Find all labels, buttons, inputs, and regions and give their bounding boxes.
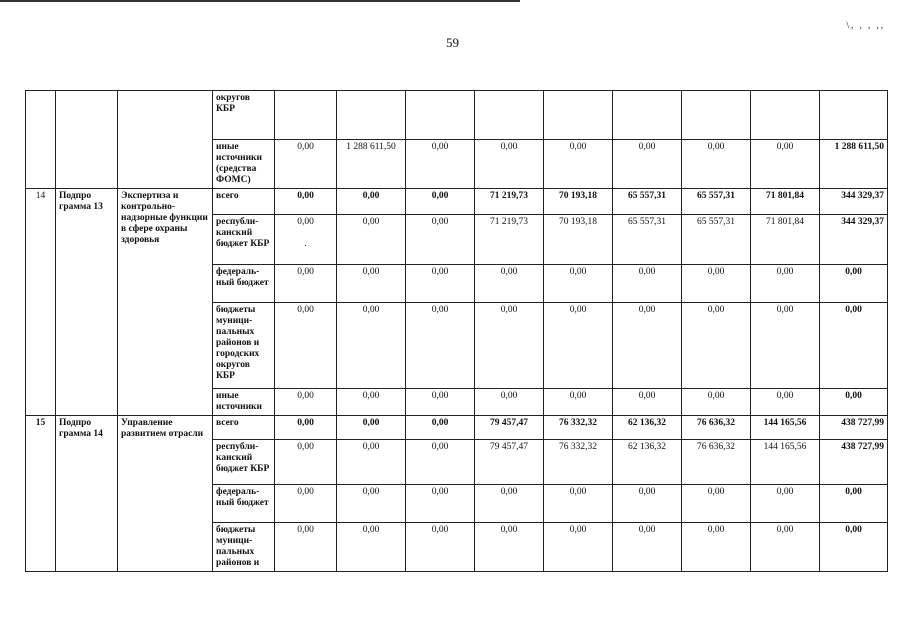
value-cell: 0,00 bbox=[751, 265, 820, 303]
value-cell: 65 557,31 bbox=[613, 189, 682, 215]
page-number: 59 bbox=[446, 35, 459, 50]
total-cell: 438 727,99 bbox=[820, 416, 888, 440]
value-cell: 0,00 bbox=[544, 389, 613, 416]
value-cell: 0,00 bbox=[337, 189, 406, 215]
value-cell: 0,00 bbox=[337, 389, 406, 416]
table-row bbox=[26, 416, 888, 440]
total-cell: 438 727,99 bbox=[820, 440, 888, 485]
value-cell: 0,00 bbox=[613, 303, 682, 389]
source-cell: федераль-ный бюджет bbox=[213, 485, 275, 523]
value-cell: 65 557,31 bbox=[682, 215, 751, 265]
value-cell: 76 332,32 bbox=[544, 416, 613, 440]
value-cell: 0,00 bbox=[275, 416, 337, 440]
value-cell bbox=[820, 91, 888, 140]
value-cell: 0,00 bbox=[613, 485, 682, 523]
value-cell: 0,00 bbox=[682, 485, 751, 523]
value-cell: 0,00 bbox=[475, 523, 544, 572]
value-cell: 0,00 bbox=[682, 303, 751, 389]
row-number: 15 bbox=[26, 416, 56, 572]
value-cell bbox=[682, 91, 751, 140]
value-cell: 0,00 bbox=[275, 389, 337, 416]
subprogram-label: Подпро грамма 13 bbox=[56, 189, 118, 416]
source-cell: бюджеты муници-пальных районов и городских округов КБР bbox=[213, 303, 275, 389]
total-cell: 344 329,37 bbox=[820, 189, 888, 215]
value-cell: 0,00 bbox=[406, 416, 475, 440]
value-cell: 0,00 bbox=[682, 523, 751, 572]
budget-table bbox=[25, 90, 888, 572]
value-cell: 0,00 bbox=[337, 215, 406, 265]
value-cell: 71 801,84 bbox=[751, 215, 820, 265]
value-cell: 0,00 bbox=[475, 485, 544, 523]
value-cell: 0,00 bbox=[337, 416, 406, 440]
subprogram-name: Экспертиза и контрольно-надзорные функции в сфере охраны здоровья bbox=[118, 189, 213, 416]
value-cell bbox=[275, 215, 337, 265]
value-cell: 0,00 bbox=[406, 215, 475, 265]
value-cell: 0,00 bbox=[406, 523, 475, 572]
value-cell: 0,00 bbox=[275, 265, 337, 303]
value-cell: 0,00 bbox=[544, 303, 613, 389]
source-cell: республи-канский бюджет КБР bbox=[213, 215, 275, 265]
value-cell: 71 219,73 bbox=[475, 189, 544, 215]
value-cell bbox=[475, 91, 544, 140]
source-cell: иные источники bbox=[213, 389, 275, 416]
value-cell: 144 165,56 bbox=[751, 440, 820, 485]
value-cell: 0,00 bbox=[475, 389, 544, 416]
total-cell: 1 288 611,50 bbox=[820, 140, 888, 189]
value-cell: 0,00 bbox=[682, 389, 751, 416]
total-cell: 344 329,37 bbox=[820, 215, 888, 265]
value-cell: 62 136,32 bbox=[613, 440, 682, 485]
program-cell bbox=[56, 91, 118, 189]
value-cell: 0,00 bbox=[682, 140, 751, 189]
value-cell: 0,00 bbox=[406, 389, 475, 416]
value-cell: 0,00 bbox=[751, 485, 820, 523]
value-cell: 0,00 bbox=[406, 140, 475, 189]
total-cell: 0,00 bbox=[820, 523, 888, 572]
value-cell: 0,00 bbox=[337, 523, 406, 572]
row-number: 14 bbox=[26, 189, 56, 416]
total-cell: 0,00 bbox=[820, 303, 888, 389]
value-cell: 144 165,56 bbox=[751, 416, 820, 440]
value-cell: 0,00 bbox=[682, 265, 751, 303]
source-cell: округов КБР bbox=[213, 91, 275, 140]
value-cell: 62 136,32 bbox=[613, 416, 682, 440]
value-cell: 1 288 611,50 bbox=[337, 140, 406, 189]
value-cell: 0,00 bbox=[544, 140, 613, 189]
source-cell: бюджеты муници-пальных районов и bbox=[213, 523, 275, 572]
value-cell: 0,00 bbox=[751, 303, 820, 389]
num-cell bbox=[26, 91, 56, 189]
value-cell: 0,00 bbox=[406, 485, 475, 523]
value-cell: 0,00 bbox=[544, 523, 613, 572]
value-cell: 0,00 bbox=[751, 140, 820, 189]
source-cell: федераль-ный бюджет bbox=[213, 265, 275, 303]
value-cell: 0,00 bbox=[275, 189, 337, 215]
value-cell: 79 457,47 bbox=[475, 440, 544, 485]
source-cell: всего bbox=[213, 189, 275, 215]
corner-mark: \, , , ,, bbox=[846, 20, 885, 30]
value-cell: 0,00 bbox=[544, 485, 613, 523]
value-cell bbox=[406, 91, 475, 140]
value-cell: 0,00 bbox=[406, 265, 475, 303]
name-cell bbox=[118, 91, 213, 189]
value-cell: 0,00 bbox=[475, 303, 544, 389]
scan-dot: . bbox=[304, 238, 307, 248]
value-cell: 65 557,31 bbox=[613, 215, 682, 265]
value-cell: 0,00 bbox=[337, 440, 406, 485]
value-cell: 76 332,32 bbox=[544, 440, 613, 485]
total-cell: 0,00 bbox=[820, 389, 888, 416]
value-cell bbox=[544, 91, 613, 140]
value-cell: 0,00 bbox=[475, 265, 544, 303]
value-cell: 76 636,32 bbox=[682, 440, 751, 485]
value-cell: 0,00 bbox=[275, 140, 337, 189]
subprogram-name: Управление развитием отрасли bbox=[118, 416, 213, 572]
value-cell: 0,00 bbox=[613, 389, 682, 416]
value-cell: 0,00 bbox=[613, 265, 682, 303]
value-cell: 70 193,18 bbox=[544, 189, 613, 215]
value-text: 0,00 bbox=[297, 217, 314, 227]
value-cell: 76 636,32 bbox=[682, 416, 751, 440]
total-cell: 0,00 bbox=[820, 265, 888, 303]
value-cell: 65 557,31 bbox=[682, 189, 751, 215]
value-cell: 0,00 bbox=[275, 440, 337, 485]
value-cell: 0,00 bbox=[337, 265, 406, 303]
value-cell: 79 457,47 bbox=[475, 416, 544, 440]
value-cell: 71 219,73 bbox=[475, 215, 544, 265]
value-cell bbox=[275, 91, 337, 140]
value-cell: 0,00 bbox=[751, 523, 820, 572]
value-cell: 0,00 bbox=[337, 303, 406, 389]
value-cell: 0,00 bbox=[475, 140, 544, 189]
value-cell: 0,00 bbox=[406, 440, 475, 485]
value-cell: 0,00 bbox=[406, 303, 475, 389]
value-cell bbox=[613, 91, 682, 140]
value-cell: 0,00 bbox=[613, 140, 682, 189]
source-cell: республи-канский бюджет КБР bbox=[213, 440, 275, 485]
value-cell: 0,00 bbox=[275, 303, 337, 389]
value-cell bbox=[751, 91, 820, 140]
value-cell: 0,00 bbox=[337, 485, 406, 523]
value-cell: 0,00 bbox=[544, 265, 613, 303]
value-cell: 0,00 bbox=[751, 389, 820, 416]
value-cell: 71 801,84 bbox=[751, 189, 820, 215]
top-scan-rule bbox=[0, 0, 520, 2]
table-row bbox=[26, 189, 888, 215]
subprogram-label: Подпро грамма 14 bbox=[56, 416, 118, 572]
value-cell: 0,00 bbox=[275, 485, 337, 523]
value-cell bbox=[337, 91, 406, 140]
table-row bbox=[26, 91, 888, 140]
value-cell: 0,00 bbox=[406, 189, 475, 215]
value-cell: 70 193,18 bbox=[544, 215, 613, 265]
source-cell: иные источники (средства ФОМС) bbox=[213, 140, 275, 189]
source-cell: всего bbox=[213, 416, 275, 440]
value-cell: 0,00 bbox=[613, 523, 682, 572]
value-cell: 0,00 bbox=[275, 523, 337, 572]
total-cell: 0,00 bbox=[820, 485, 888, 523]
